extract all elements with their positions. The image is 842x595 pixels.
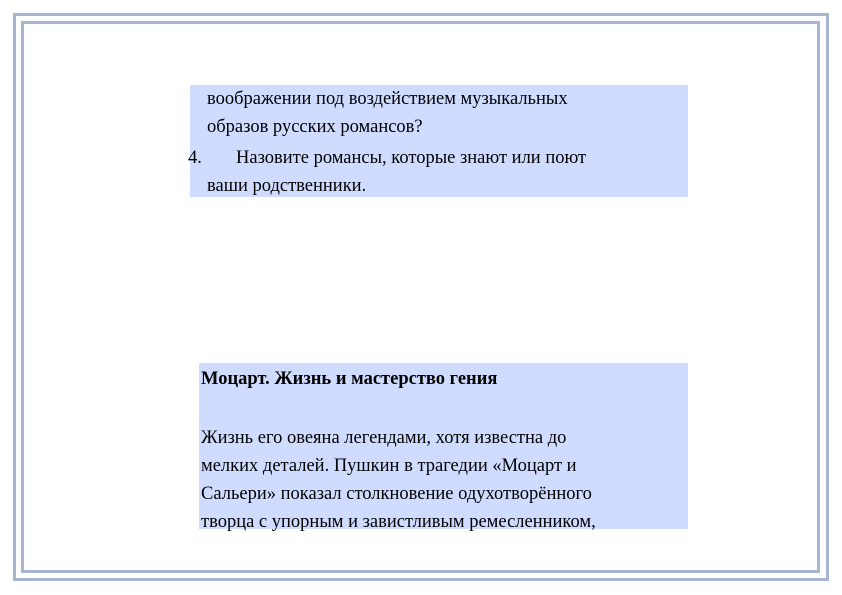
paragraph-line: Жизнь его овеяна легендами, хотя известна до [201, 428, 567, 448]
question-line: ваши родственники. [207, 176, 367, 196]
section-title: Моцарт. Жизнь и мастерство гения [201, 369, 498, 389]
question-line: образов русских романсов? [207, 117, 423, 137]
question-continuation [207, 85, 682, 141]
paragraph-line: Сальери» показал столкновение одухотворённого [201, 484, 592, 504]
question-item-text [207, 144, 682, 200]
section-paragraph [201, 424, 686, 536]
mozart-text-block [199, 363, 688, 532]
question-line: воображении под воздействием музыкальных [207, 89, 568, 109]
paragraph-line: мелких деталей. Пушкин в трагедии «Моцарт и [201, 456, 577, 476]
paragraph-line: творца с упорным и завистливым ремесленником, [201, 512, 596, 532]
question-text-block [190, 85, 688, 197]
question-line: Назовите романсы, которые знают или поют [236, 148, 587, 168]
question-number: 4. [188, 148, 202, 168]
